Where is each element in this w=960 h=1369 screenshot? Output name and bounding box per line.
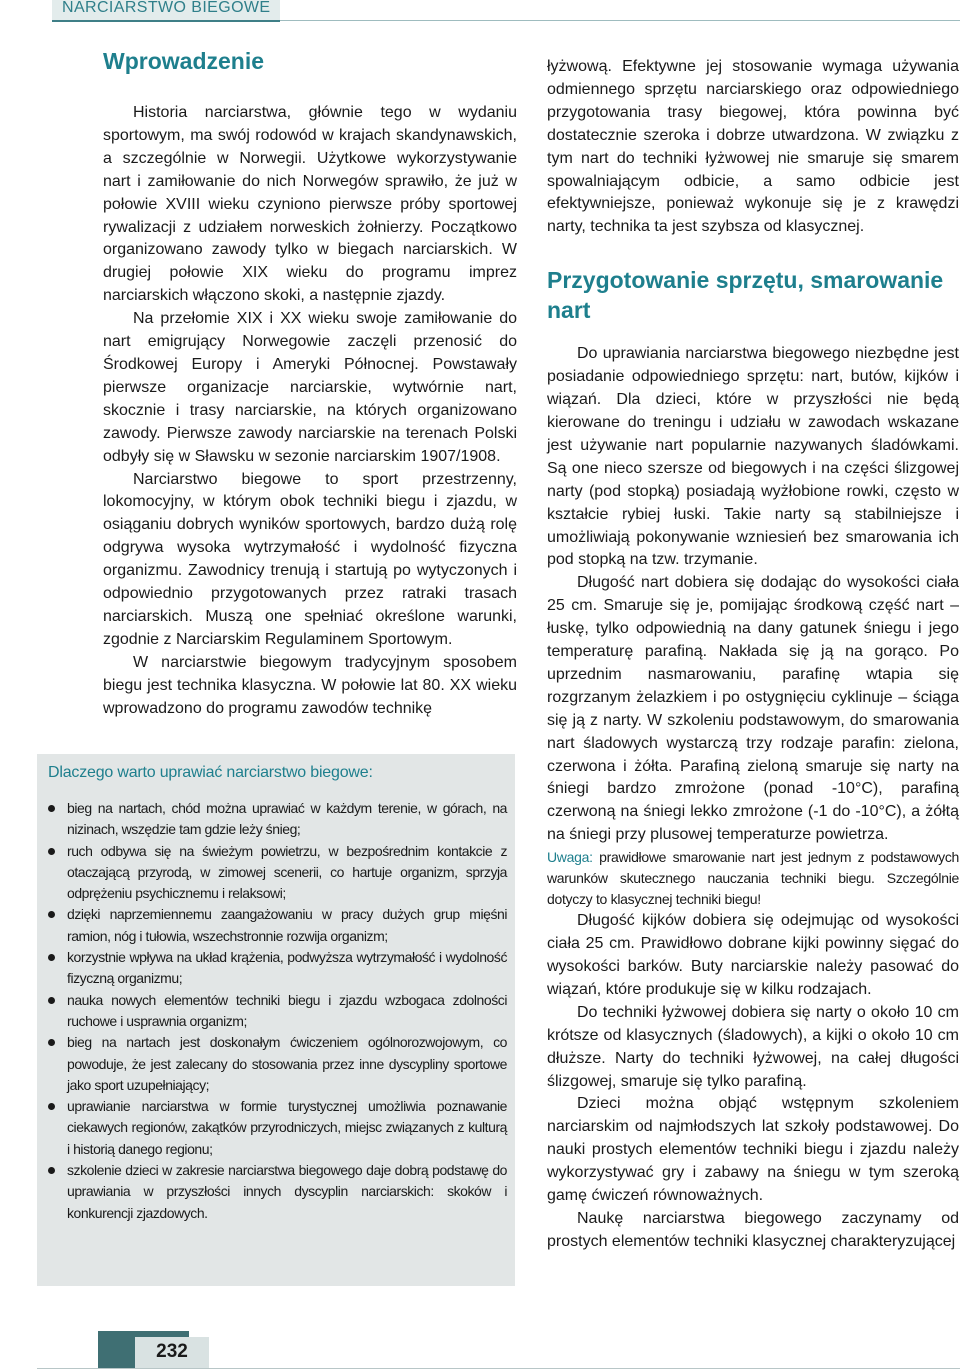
paragraph: Na przełomie XIX i XX wieku swoje zamiłowanie do nart emigrujący Norwegowie zaczęli przenosić do Środkowej Europy i Ameryki Północnej. Powstawały pierwsze organizacje narciarskie, wytwórnie nart, skocznie i trasy narciarskie, na których organizowano zawody. Pierwsze zawody narciarskie na terenach Polski odbyły się w Sławsku w sezonie narciarskim 1907/1908.: [103, 310, 517, 465]
section-heading-introduction: Wprowadzenie: [103, 48, 265, 74]
page-footer: [37, 1331, 960, 1369]
list-item: bieg na nartach jest doskonałym ćwiczeniem ogólnorozwojowym, co powoduje, że jest zalecany do stosowania przez inne dyscypliny sportowe jako sport uzupełniający;: [37, 1032, 507, 1096]
paragraph: Naukę narciarstwa biegowego zaczynamy od prostych elementów techniki klasycznej charakteryzującej: [547, 1209, 959, 1250]
paragraph: Dzieci można objąć wstępnym szkoleniem narciarskim od najmłodszych lat szkoły podstawowej. Do nauki prostych elementów techniki biegu i zjazdu należy wykorzystywać gry i zabawy na śniegu w tym szeroką gamę ćwiczeń równoważnych.: [547, 1095, 959, 1205]
header-title: NARCIARSTWO BIEGOWE: [62, 0, 271, 16]
note-paragraph: [547, 847, 959, 910]
right-column: [547, 56, 959, 1254]
list-item: nauka nowych elementów techniki biegu i zjazdu wzbogaca zdolności ruchowe i usprawnia organizm;: [37, 990, 507, 1033]
paragraph: Długość nart dobiera się dodając do wysokości ciała 25 cm. Smaruje się je, pomijając środkową część nart – łuskę, tylko odpowiednią na dany gatunek śniegu i jego temperaturę parafiną. Nakłada się ją na gorąco. Po uprzednim nasmarowaniu, parafinę wtapia się rozgrzanym żelazkiem i po ostygnięciu cyklinuje – ściąga się ją z narty. W szkoleniu podstawowym, do smarowania nart śladowych wystarczą trzy rodzaje parafin: zielona, czerwona i żółta. Parafiną zieloną smaruje się narty na śniegi bardzo zmrożone (ponad -10°C), parafiną czerwoną na śniegi lekko zmrożone (-1 do -10°C), a żółtą na śniegi przy plusowej temperaturze powietrza.: [547, 574, 959, 844]
why-ski-sidebar-box: [37, 754, 515, 1286]
list-item: uprawianie narciarstwa w formie turystycznej umożliwia poznawanie ciekawych regionów, zakątków przyrodniczych, miejsc związanych z kulturą i historią danego regionu;: [37, 1096, 507, 1160]
paragraph-continued: łyżwową. Efektywne jej stosowanie wymaga używania odmiennego sprzętu narciarskiego oraz odpowiedniego przygotowania trasy biegowej, która powinna być dostatecznie szeroka i dobrze utwardzona. W związku z tym nart do techniki łyżwowej nie smaruje się smarem spowalniającym odbicie, a samo odbicie jest efektywniejsze, ponieważ wykonuje się je z krawędzi narty, technika ta jest szybsza od klasycznej.: [547, 58, 959, 236]
left-column: [103, 46, 517, 720]
paragraph: Do uprawiania narciarstwa biegowego niezbędne jest posiadanie odpowiedniego sprzętu: nart, butów, kijków i wiązań. Dla dzieci, które w przyszłości nie będą kierowane do treningu i udziału w zawodach wskazane jest używanie nart popularnie nazywanych śladówkami. Są one nieco szersze od biegowych i na części ślizgowej narty (pod stopką) posiadają wyżłobione rowki, często w kształcie rybiej łuski. Takie narty są stabilniejsze i umożliwiają pokonywanie wzniesień bez smarowania ich pod stopką na tzw. trzymanie.: [547, 345, 959, 569]
running-header: [0, 0, 960, 22]
paragraph: W narciarstwie biegowym tradycyjnym sposobem biegu jest technika klasyczna. W połowie lat 80. XX wieku wprowadzono do programu zawodów technikę: [103, 653, 517, 717]
box-title: Dlaczego warto uprawiać narciarstwo biegowe:: [48, 764, 373, 781]
list-item: bieg na nartach, chód można uprawiać w każdym terenie, w górach, na nizinach, wszędzie tam gdzie leży śnieg;: [37, 798, 507, 841]
section-heading-equipment: Przygotowanie sprzętu, smarowanie nart: [547, 267, 944, 324]
note-text: prawidłowe smarowanie nart jest jednym z podstawowych warunków skutecznego nauczania techniki biegu. Szczególnie dotyczy to klasycznej techniki biegu!: [547, 849, 959, 908]
list-item: dzięki naprzemiennemu zaangażowaniu w pracy dużych grup mięśni ramion, nóg i tułowia, wszechstronnie rozwija organizm;: [37, 904, 507, 947]
note-label: Uwaga:: [547, 849, 593, 866]
list-item: korzystnie wpływa na układ krążenia, podwyższa wytrzymałość i wydolność fizyczną organizmu;: [37, 947, 507, 990]
paragraph: Historia narciarstwa, głównie tego w wydaniu sportowym, ma swój rodowód w krajach skandynawskich, a szczególnie w Norwegii. Użytkowe wykorzystywanie nart i zamiłowanie do nich Norwegów sprawiło, że już w połowie XVIII wieku czyniono pierwsze próby sportowej rywalizacji z udziałem norweskich żołnierzy. Początkowo organizowano zawody tylko w biegach narciarskich. W drugiej połowie XIX wieku do programu imprez narciarskich włączono skoki, a następnie zjazdy.: [103, 104, 517, 305]
paragraph: Narciarstwo biegowe to sport przestrzenny, lokomocyjny, w którym obok techniki biegu i zjazdu, w osiąganiu dobrych wyników sportowych, bardzo dużą rolę odgrywa wysoka wytrzymałość i wydolność fizyczna organizmu. Zawodnicy trenują i startują po wytyczonych i odpowiednio przygotowanych przez ratraki trasach narciarskich. Muszą one spełniać określone warunki, zgodnie z Narciarskim Regulaminem Sportowym.: [103, 470, 517, 648]
benefits-list: [37, 798, 507, 1224]
list-item: szkolenie dzieci w zakresie narciarstwa biegowego daje dobrą podstawę do uprawiania w przyszłości innych dyscyplin narciarskich: skoków i konkurencji zjazdowych.: [37, 1160, 507, 1224]
header-rule: [280, 20, 960, 21]
page-number: 232: [156, 1341, 188, 1362]
paragraph: Do techniki łyżwowej dobiera się narty o około 10 cm krótsze od klasycznych (śladowych), a kijki o około 10 cm dłuższe. Narty do techniki łyżwowej, na całej długości ślizgowej, smaruje się tylko parafiną.: [547, 1003, 959, 1090]
paragraph: Długość kijków dobiera się odejmując od wysokości ciała 25 cm. Prawidłowo dobrane kijki powinny sięgać do wysokości barków. Buty narciarskie należy pasować do wiązań, które produkuje się w kilku rodzajach.: [547, 912, 959, 998]
list-item: ruch odbywa się na świeżym powietrzu, w bezpośrednim kontakcie z otaczającą przyrodą, w zimowej scenerii, co hartuje organizm, sprzyja odprężeniu psychicznemu i relaksowi;: [37, 841, 507, 905]
